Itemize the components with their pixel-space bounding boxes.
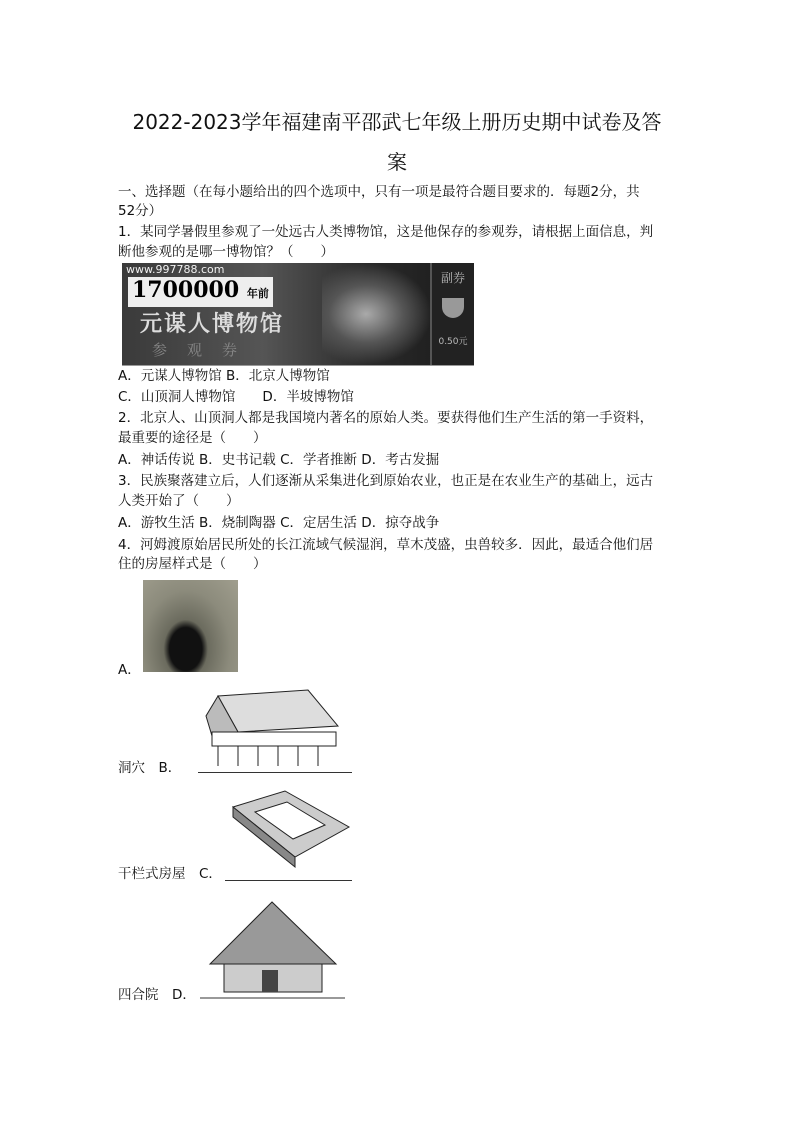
section-header-cont: 52分）	[118, 203, 163, 219]
page-title-cont: 案	[387, 150, 407, 174]
q1-options-ab: A．元谋人博物馆 B．北京人博物馆	[118, 368, 330, 384]
museum-ticket-image	[122, 263, 474, 366]
ticket-label: 参观券	[152, 341, 258, 359]
q3-options: A．游牧生活 B．烧制陶器 C．定居生活 D．掠夺战争	[118, 515, 440, 531]
thatched-hut-image	[200, 898, 345, 1000]
page-title: 2022-2023学年福建南平邵武七年级上册历史期中试卷及答	[132, 110, 662, 134]
ticket-years	[128, 277, 273, 307]
pottery-icon	[442, 298, 464, 318]
ticket-price: 0.50元	[438, 337, 468, 347]
q1-text-cont: 断他参观的是哪一博物馆？（ ）	[118, 244, 334, 260]
cave-image	[143, 580, 238, 672]
section-header: 一、选择题（在每小题给出的四个选项中，只有一项是最符合题目要求的．每题2分，共	[118, 184, 640, 200]
option-d-label: 四合院 D．	[118, 987, 196, 1003]
courtyard-house-image	[225, 787, 352, 881]
ticket-museum-name: 元谋人博物馆	[140, 312, 285, 337]
option-c-label: 干栏式房屋 C．	[118, 866, 222, 882]
q4-text-cont: 住的房屋样式是（ ）	[118, 556, 267, 572]
option-b-label: 洞穴 B．	[118, 760, 182, 776]
q3-text-cont: 人类开始了（ ）	[118, 493, 240, 509]
stilt-house-image	[198, 686, 352, 773]
q2-text-cont: 最重要的途径是（ ）	[118, 430, 267, 446]
ticket-stub-label: 副券	[440, 271, 465, 285]
option-a-label: A．	[118, 662, 141, 678]
ticket-years-suffix: 年前	[246, 287, 269, 300]
q4-text: 4．河姆渡原始居民所处的长江流域气候湿润，草木茂盛，虫兽较多．因此，最适合他们居	[118, 537, 654, 553]
ticket-figure	[322, 263, 432, 365]
ticket-years-value: 1700000	[132, 277, 240, 303]
q2-text: 2．北京人、山顶洞人都是我国境内著名的原始人类。要获得他们生产生活的第一手资料，	[118, 410, 654, 426]
q1-text: 1．某同学暑假里参观了一处远古人类博物馆，这是他保存的参观券，请根据上面信息，判	[118, 224, 654, 240]
ticket-website: www.997788.com	[126, 263, 225, 276]
q1-options-cd: C．山顶洞人博物馆 D．半坡博物馆	[118, 389, 354, 405]
ticket-stub	[430, 263, 474, 365]
q3-text: 3．民族聚落建立后，人们逐渐从采集进化到原始农业，也正是在农业生产的基础上，远古	[118, 473, 654, 489]
q2-options: A．神话传说 B．史书记载 C．学者推断 D．考古发掘	[118, 452, 440, 468]
